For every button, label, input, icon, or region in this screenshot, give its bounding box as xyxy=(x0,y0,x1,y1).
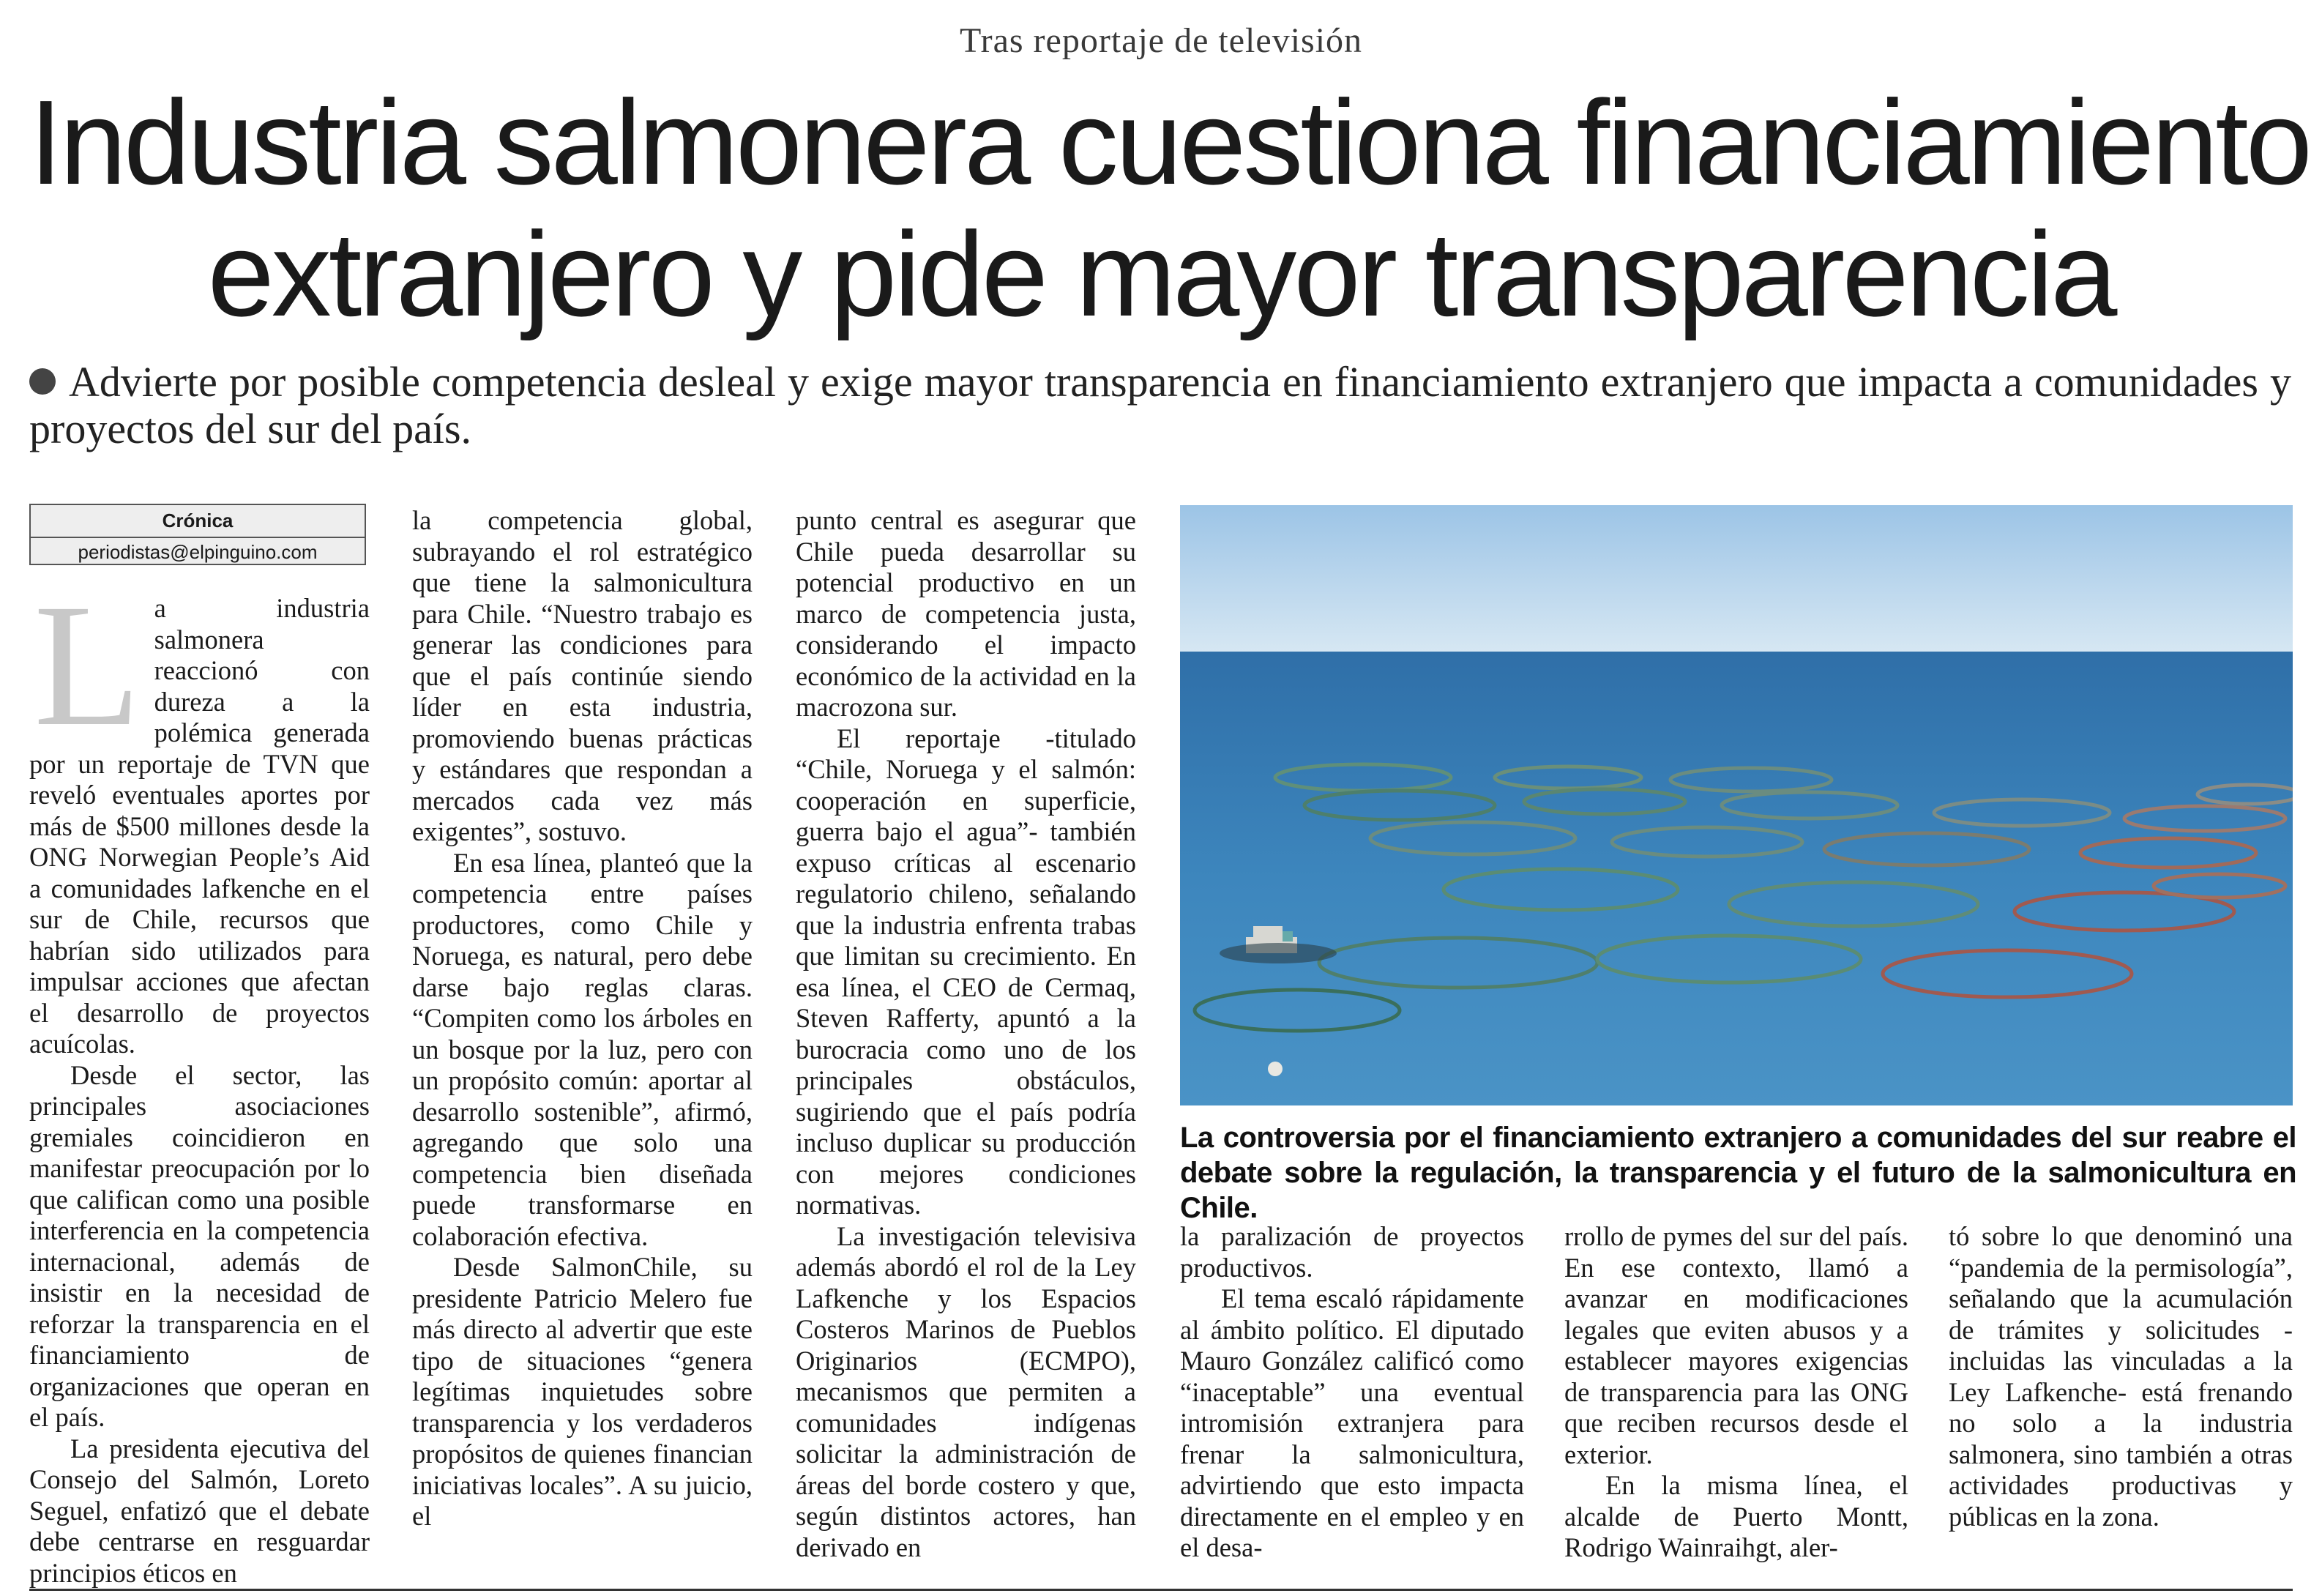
paragraph: Desde el sector, las principales asociaciones gremiales coincidieron en manifestar preocupación por lo que califican como una posible interferencia en la competencia internacional, además de insistir en la necesidad de reforzar la transparencia en el financiamiento de organizaciones que operan en el país. xyxy=(29,1059,370,1432)
headline xyxy=(29,75,2310,341)
paragraph: La presidenta ejecutiva del Consejo del Salmón, Loreto Seguel, enfatizó que el debate debe centrarse en resguardar principios éticos en xyxy=(29,1433,370,1588)
headline-line-2: extranjero y pide mayor transparencia xyxy=(207,207,2115,341)
photo-caption: La controversia por el financiamiento extranjero a comunidades del sur reabre el debate sobre la regulación, la transparencia y el futuro de la salmonicultura en Chile. xyxy=(1180,1122,2296,1224)
salmon-farm-photo xyxy=(1180,505,2293,1105)
article-photo xyxy=(1180,505,2293,1105)
bottom-rule xyxy=(29,1589,2293,1591)
kicker: Tras reportaje de televisión xyxy=(959,21,1363,60)
column-5 xyxy=(1564,1221,1908,1564)
paragraph: tó sobre lo que denominó una “pandemia de la permisología”, señalando que la acumulación de trámites y solicitudes -incluidas las vinculadas a la Ley Lafkenche- está frenando no solo a la industria salmonera, sino también a otras actividades productivas y públicas en la zona. xyxy=(1949,1221,2293,1532)
column-1 xyxy=(29,567,370,1589)
byline-section: Crónica xyxy=(162,510,234,532)
byline-box xyxy=(29,504,366,565)
byline-email: periodistas@elpinguino.com xyxy=(78,541,318,563)
paragraph: En esa línea, planteó que la competencia entre países productores, como Chile y Noruega, es natural, pero debe darse bajo reglas claras. “Compiten como los árboles en un bosque por la luz, pero con un propósito común: aportar al desarrollo sostenible”, afirmó, agregando que solo una competencia bien diseñada puede transformarse en colaboración efectiva. xyxy=(412,847,753,1251)
paragraph: Desde SalmonChile, su presidente Patricio Melero fue más directo al advertir que este tipo de situaciones “genera legítimas inquietudes sobre transparencia y los verdaderos propósitos de quienes financian iniciativas locales”. A su juicio, el xyxy=(412,1252,753,1531)
paragraph: la competencia global, subrayando el rol estratégico que tiene la salmonicultura para Chile. “Nuestro trabajo es generar las condiciones para que el país continúe siendo líder en esta industria, promoviendo buenas prácticas y estándares que respondan a mercados cada vez más exigentes”, sostuvo. xyxy=(412,505,753,846)
paragraph: El reportaje -titulado “Chile, Noruega y el salmón: cooperación en superficie, guerra bajo el agua”- también expuso críticas al escenario regulatorio chileno, señalando que la industria enfrenta trabas que limitan su crecimiento. En esa línea, el CEO de Cermaq, Steven Rafferty, apuntó a la burocracia como uno de los principales obstáculos, sugiriendo que el país podría incluso duplicar su producción con mejores condiciones normativas. xyxy=(796,723,1136,1220)
byline-divider xyxy=(31,537,365,538)
column-3 xyxy=(796,505,1136,1563)
column-4 xyxy=(1180,1221,1524,1564)
drop-cap: L xyxy=(34,567,141,762)
paragraph: la paralización de proyectos productivos. xyxy=(1180,1221,1524,1283)
column-6 xyxy=(1949,1221,2293,1532)
paragraph: En la misma línea, el alcalde de Puerto Montt, Rodrigo Wainraihgt, aler- xyxy=(1564,1470,1908,1562)
summary-text: Advierte por posible competencia desleal y exige mayor transparencia en financiamiento extranjero que impacta a comunidades y proyectos del sur del país. xyxy=(29,358,2291,452)
headline-line-1: Industria salmonera cuestiona financiamiento xyxy=(29,75,2310,209)
paragraph-text: a industria salmonera reaccionó con dureza a la polémica generada por un reportaje de TVN que reveló eventuales aportes por más de $500 millones desde la ONG Norwegian People’s Aid a comunidades lafkenche en el sur de Chile, recursos que habrían sido utilizados para impulsar acciones que afectan el desarrollo de proyectos acuícolas. xyxy=(29,593,370,1059)
paragraph: rrollo de pymes del sur del país. En ese contexto, llamó a avanzar en modificaciones legales que eviten abusos y a establecer mayores exigencias de transparencia para las ONG que reciben recursos desde el exterior. xyxy=(1564,1221,1908,1469)
column-2 xyxy=(412,505,753,1532)
bullet-icon xyxy=(29,368,56,395)
summary xyxy=(29,359,2291,452)
paragraph: El tema escaló rápidamente al ámbito político. El diputado Mauro González calificó como “inaceptable” una eventual intromisión extranjera para frenar la salmonicultura, advirtiendo que esto impacta directamente en el empleo y en el desa- xyxy=(1180,1283,1524,1562)
paragraph xyxy=(29,567,370,1060)
paragraph: La investigación televisiva además abordó el rol de la Ley Lafkenche y los Espacios Costeros Marinos de Pueblos Originarios (ECMPO), mecanismos que permiten a comunidades indígenas solicitar la administración de áreas del borde costero y que, según distintos actores, han derivado en xyxy=(796,1220,1136,1562)
paragraph: punto central es asegurar que Chile pueda desarrollar su potencial productivo en un marco de competencia justa, considerando el impacto económico de la actividad en la macrozona sur. xyxy=(796,505,1136,722)
